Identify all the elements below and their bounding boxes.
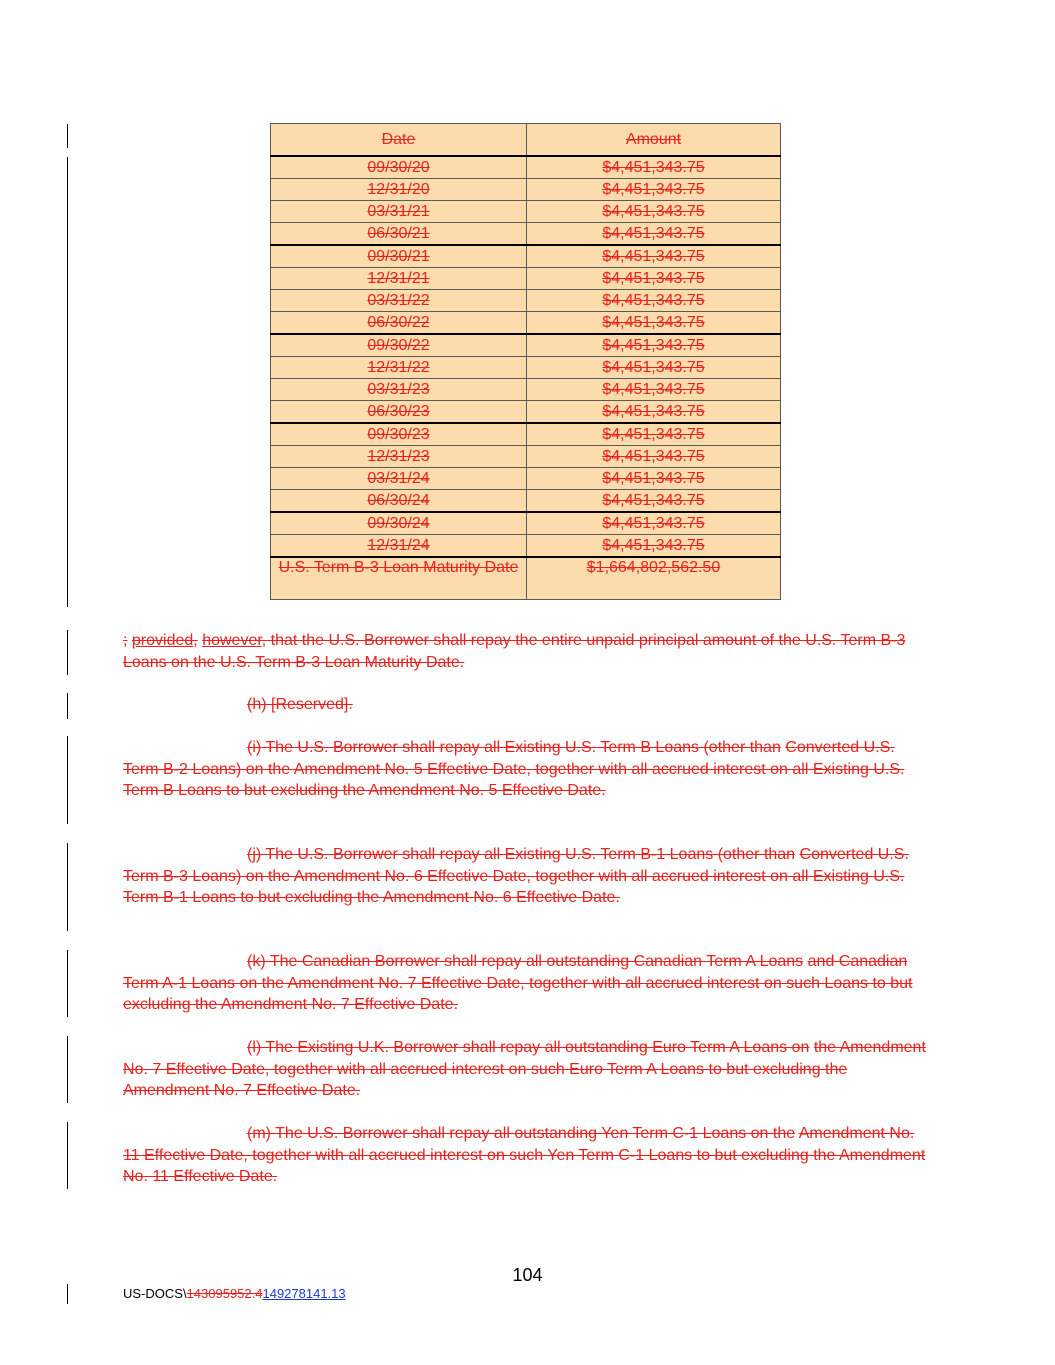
amount-cell: $4,451,343.75	[527, 512, 781, 535]
table-row	[271, 401, 781, 424]
date-cell: 09/30/21	[271, 245, 527, 268]
section-m-rest: Amendment No. 11 Effective Date, together with all accrued interest on such Yen Term C-1 Loans to but excluding the Amendment No. 11 Effective Date.	[123, 1125, 926, 1185]
amount-cell: $4,451,343.75	[527, 312, 781, 335]
amount-cell: $4,451,343.75	[527, 290, 781, 312]
maturity-amount-cell: $1,664,802,562.50	[527, 557, 781, 600]
amount-cell: $4,451,343.75	[527, 468, 781, 490]
table-row	[271, 490, 781, 513]
table-row	[271, 156, 781, 179]
date-cell: 09/30/20	[271, 156, 527, 179]
table-header-row	[271, 124, 781, 157]
section-k-rest: and Canadian Term A-1 Loans on the Amendment No. 7 Effective Date, together with all accrued interest on such Loans to but excluding the Amendment No. 7 Effective Date.	[123, 953, 913, 1013]
footer-deleted-id: 143095952.4	[186, 1286, 263, 1301]
section-m-lead: (m) The U.S. Borrower shall repay all outstanding Yen Term C-1 Loans on the	[247, 1125, 796, 1142]
date-cell: 09/30/23	[271, 423, 527, 446]
maturity-row	[271, 557, 781, 600]
amount-cell: $4,451,343.75	[527, 223, 781, 246]
repayment-schedule-table	[270, 123, 781, 600]
section-k-lead: (k) The Canadian Borrower shall repay all outstanding Canadian Term A Loans	[247, 953, 804, 970]
amount-cell: $4,451,343.75	[527, 423, 781, 446]
section-l-rest: the Amendment No. 7 Effective Date, together with all accrued interest on such Euro Term A Loans to but excluding the Amendment No. 7 Effective Date.	[123, 1039, 926, 1099]
date-cell: 06/30/21	[271, 223, 527, 246]
table-row	[271, 446, 781, 468]
proviso-semicolon: ;	[123, 632, 128, 649]
amount-cell: $4,451,343.75	[527, 357, 781, 379]
amount-cell: $4,451,343.75	[527, 201, 781, 223]
date-cell: 03/31/24	[271, 468, 527, 490]
proviso-comma: ,	[193, 632, 198, 649]
section-j-rest: Converted U.S. Term B-3 Loans) on the Amendment No. 6 Effective Date, together with all accrued interest on all Existing U.S. Term B-1 Loans to but excluding the Amendment No. 6 Effective Date.	[123, 846, 909, 906]
date-cell: 12/31/20	[271, 179, 527, 201]
amount-cell: $4,451,343.75	[527, 379, 781, 401]
table-row	[271, 201, 781, 223]
amount-column-header: Amount	[527, 124, 781, 157]
proviso-provided: provided	[131, 632, 194, 649]
change-bar	[67, 1036, 68, 1103]
amount-cell: $4,451,343.75	[527, 179, 781, 201]
date-cell: 12/31/24	[271, 535, 527, 558]
date-cell: 03/31/21	[271, 201, 527, 223]
section-j	[123, 844, 928, 909]
footer-inserted-id: 149278141.13	[262, 1286, 346, 1301]
section-i-rest: Converted U.S. Term B-2 Loans) on the Amendment No. 5 Effective Date, together with all accrued interest on all Existing U.S. Term B Loans to but excluding the Amendment No. 5 Effective Date.	[123, 739, 905, 799]
amount-cell: $4,451,343.75	[527, 334, 781, 357]
change-bar	[67, 1122, 68, 1189]
table-row	[271, 179, 781, 201]
date-cell: 03/31/22	[271, 290, 527, 312]
section-k	[123, 951, 928, 1016]
date-cell: 12/31/21	[271, 268, 527, 290]
amount-cell: $4,451,343.75	[527, 268, 781, 290]
table-row	[271, 334, 781, 357]
change-bar	[67, 1284, 68, 1304]
date-column-header: Date	[271, 124, 527, 157]
table-row	[271, 357, 781, 379]
section-l	[123, 1037, 928, 1102]
amount-cell: $4,451,343.75	[527, 490, 781, 513]
table-row	[271, 245, 781, 268]
table-row	[271, 468, 781, 490]
change-bar	[67, 157, 68, 607]
section-i-lead: (i) The U.S. Borrower shall repay all Existing U.S. Term B Loans (other than	[247, 739, 781, 756]
change-bar	[67, 693, 68, 719]
date-cell: 09/30/22	[271, 334, 527, 357]
date-cell: 06/30/23	[271, 401, 527, 424]
table-row	[271, 268, 781, 290]
date-cell: 12/31/22	[271, 357, 527, 379]
section-h	[123, 694, 928, 716]
date-cell: 12/31/23	[271, 446, 527, 468]
date-cell: 03/31/23	[271, 379, 527, 401]
date-cell: 06/30/22	[271, 312, 527, 335]
table-row	[271, 423, 781, 446]
amount-cell: $4,451,343.75	[527, 401, 781, 424]
proviso-paragraph	[123, 630, 928, 673]
amount-cell: $4,451,343.75	[527, 535, 781, 558]
change-bar	[67, 843, 68, 931]
amount-cell: $4,451,343.75	[527, 156, 781, 179]
section-i	[123, 737, 928, 802]
amount-cell: $4,451,343.75	[527, 245, 781, 268]
document-footer	[123, 1286, 346, 1301]
section-h-text: (h) [Reserved].	[247, 696, 353, 713]
section-m	[123, 1123, 928, 1188]
proviso-rest: , that the U.S. Borrower shall repay the entire unpaid principal amount of the U.S. Term B-3 Loans on the U.S. Term B-3 Loan Maturity Date.	[123, 632, 906, 671]
amount-cell: $4,451,343.75	[527, 446, 781, 468]
section-j-lead: (j) The U.S. Borrower shall repay all Existing U.S. Term B-1 Loans (other than	[247, 846, 796, 863]
section-l-lead: (l) The Existing U.K. Borrower shall repay all outstanding Euro Term A Loans on	[247, 1039, 810, 1056]
change-bar	[67, 630, 68, 675]
change-bar	[67, 736, 68, 824]
page-number: 104	[512, 1265, 543, 1285]
table-row	[271, 312, 781, 335]
date-cell: 09/30/24	[271, 512, 527, 535]
change-bar	[67, 124, 68, 148]
footer-prefix: US-DOCS\	[123, 1286, 187, 1301]
proviso-however: however	[202, 632, 262, 649]
date-cell: 06/30/24	[271, 490, 527, 513]
table-row	[271, 512, 781, 535]
table-row	[271, 379, 781, 401]
table-row	[271, 223, 781, 246]
table-row	[271, 290, 781, 312]
table-row	[271, 535, 781, 558]
maturity-date-cell: U.S. Term B-3 Loan Maturity Date	[271, 557, 527, 600]
change-bar	[67, 950, 68, 1017]
